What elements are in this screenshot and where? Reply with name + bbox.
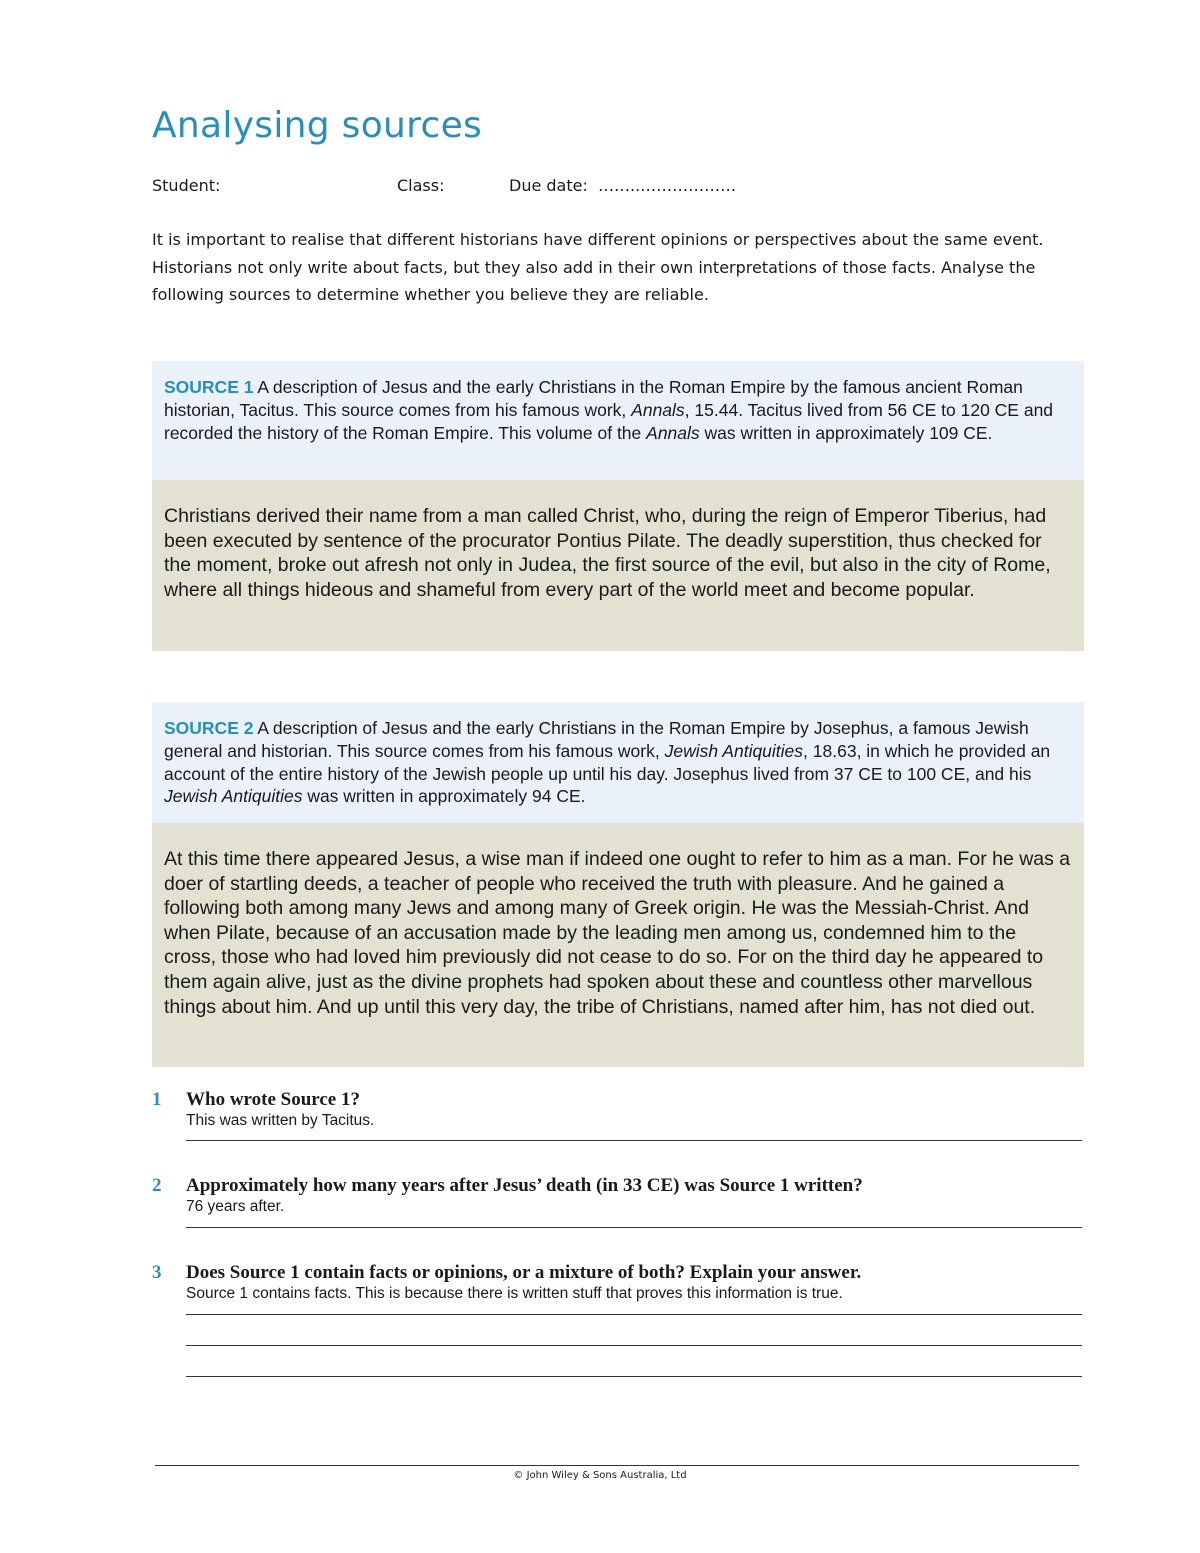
footer-divider bbox=[155, 1465, 1079, 1466]
source-2-work-title: Jewish Antiquities bbox=[164, 786, 303, 807]
copyright-footer: © John Wiley & Sons Australia, Ltd bbox=[513, 1470, 687, 1481]
source-2-description bbox=[152, 702, 1084, 823]
source-1-desc-part: A description of Jesus and the early Christians in the Roman Empire by the famous ancient Roman historian, Tacitus. This source comes from his famous work, bbox=[164, 377, 1023, 420]
source-2-quote-text: At this time there appeared Jesus, a wise man if indeed one ought to refer to him as a man. For he was a doer of startling deeds, a teacher of people who received the truth with pleasure. And he gained a following both among many Jews and among many of Greek origin. He was the Messiah-Christ. And when Pilate, because of an accusation made by the leading men among us, condemned him to the cross, those who had loved him previously did not cease to do so. For on the third day he appeared to them again alive, just as the divine prophets had spoken about these and countless other marvellous things about him. And up until this very day, the tribe of Christians, named after him, has not died out. bbox=[164, 848, 1071, 1018]
source-1-description bbox=[152, 361, 1084, 480]
question-number: 2 bbox=[152, 1175, 162, 1196]
due-date-label: Due date: bbox=[509, 176, 588, 195]
question-2 bbox=[152, 1175, 1082, 1225]
student-label: Student: bbox=[152, 176, 221, 195]
answer-line bbox=[186, 1345, 1082, 1346]
student-info-row bbox=[0, 176, 1200, 202]
source-2-quote bbox=[152, 823, 1084, 1067]
source-1-quote bbox=[152, 480, 1084, 651]
source-1-label: SOURCE 1 bbox=[164, 377, 254, 397]
due-date-value: ……..……………… bbox=[598, 176, 737, 195]
source-1-work-title: Annals bbox=[631, 399, 685, 420]
source-1-desc-part: , 15.44. Tacitus lived from 56 CE to 120 CE and recorded the history of the Roman Empire. This volume of the bbox=[164, 399, 1054, 443]
source-2-desc-part: , 18.63, in which he provided an account of the entire history of the Jewish people up until his day. Josephus lived from 37 CE to 100 CE, and his bbox=[164, 740, 1051, 784]
question-number: 3 bbox=[152, 1262, 162, 1283]
question-text: Approximately how many years after Jesus’ death (in 33 CE) was Source 1 written? bbox=[186, 1175, 863, 1196]
answer-line bbox=[186, 1376, 1082, 1377]
answer-line bbox=[186, 1140, 1082, 1141]
answer-text[interactable]: This was written by Tacitus. bbox=[186, 1112, 375, 1129]
class-label: Class: bbox=[397, 176, 445, 195]
source-1-desc-part: was written in approximately 109 CE. bbox=[699, 422, 993, 443]
source-2-work-title: Jewish Antiquities bbox=[664, 740, 804, 761]
question-1 bbox=[152, 1089, 1082, 1139]
source-1-quote-text: Christians derived their name from a man called Christ, who, during the reign of Emperor Tiberius, had been executed by sentence of the procurator Pontius Pilate. The deadly superstition, thus checked for the moment, broke out afresh not only in Judea, the first source of the evil, but also in the city of Rome, where all things hideous and shameful from every part of the world meet and become popular. bbox=[164, 505, 1051, 601]
question-number: 1 bbox=[152, 1089, 162, 1110]
answer-text[interactable]: Source 1 contains facts. This is because there is written stuff that proves this information is true. bbox=[186, 1285, 843, 1302]
answer-line bbox=[186, 1227, 1082, 1228]
source-1-work-title: Annals bbox=[646, 422, 700, 443]
source-2-label: SOURCE 2 bbox=[164, 718, 254, 738]
source-2-desc-part: A description of Jesus and the early Christians in the Roman Empire by Josephus, a famous Jewish general and historian. This source comes from his famous work, bbox=[164, 718, 1029, 761]
answer-text[interactable]: 76 years after. bbox=[186, 1198, 285, 1215]
source-2-desc-part: was written in approximately 94 CE. bbox=[302, 786, 586, 807]
question-text: Who wrote Source 1? bbox=[186, 1089, 360, 1110]
intro-paragraph: It is important to realise that different historians have different opinions or perspectives about the same event. Historians not only write about facts, but they also add in their own interpretations of those facts. Analyse the following sources to determine whether you believe they are reliable. bbox=[152, 230, 1044, 304]
question-3 bbox=[152, 1262, 1082, 1312]
page-title: Analysing sources bbox=[152, 105, 483, 146]
answer-line bbox=[186, 1314, 1082, 1315]
question-text: Does Source 1 contain facts or opinions, or a mixture of both? Explain your answer. bbox=[186, 1262, 862, 1283]
